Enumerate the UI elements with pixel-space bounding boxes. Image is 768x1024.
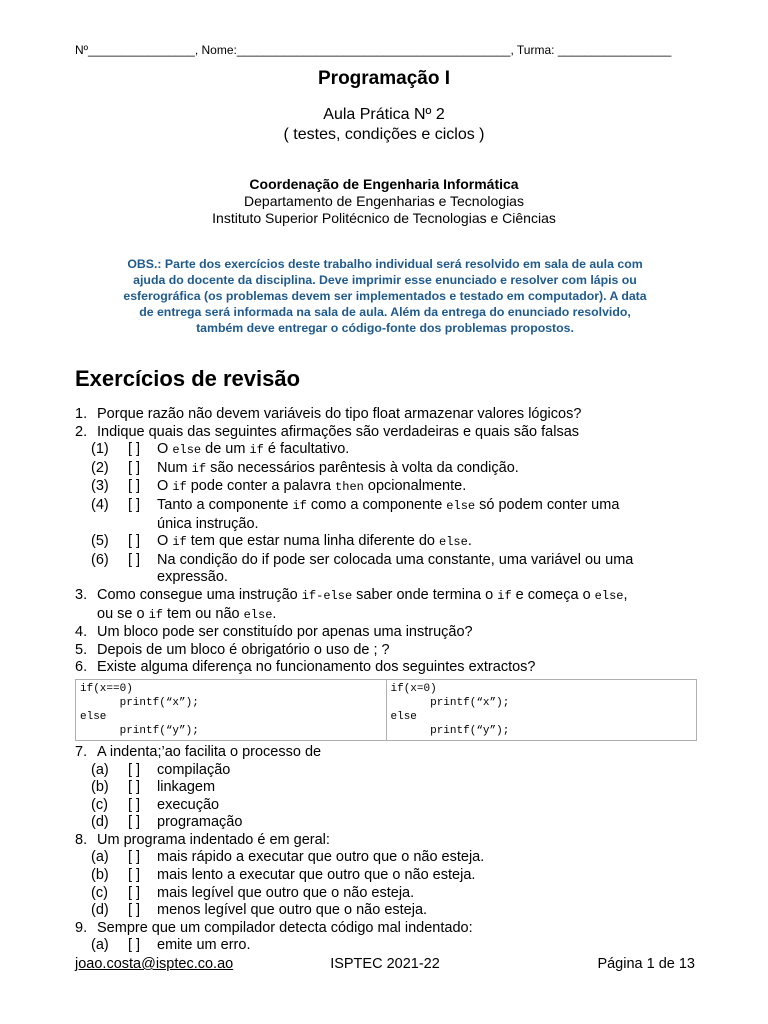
question-text: Um bloco pode ser constituído por apenas uma instrução? — [97, 624, 473, 641]
answer-box: [ ] — [128, 761, 141, 778]
item-text: Na condição do if pode ser colocada uma constante, uma variável ou uma — [157, 551, 634, 568]
item-number: (4) — [91, 496, 109, 513]
department-name: Departamento de Engenharias e Tecnologias — [244, 193, 524, 209]
item-number: (6) — [91, 551, 109, 568]
answer-box: [ ] — [128, 533, 141, 550]
code-keyword: else — [594, 588, 624, 603]
option-item — [75, 814, 697, 832]
obs-line: também deve entregar o código-fonte dos problemas propostos. — [196, 321, 574, 335]
answer-box: [ ] — [128, 796, 141, 813]
option-item — [75, 867, 697, 885]
question-number: 2. — [75, 423, 88, 440]
question-2 — [75, 424, 697, 442]
institution-block — [0, 176, 768, 227]
answer-box: [ ] — [128, 814, 141, 831]
exercise-list — [75, 406, 697, 955]
option-letter: (d) — [91, 814, 109, 831]
question-text: Existe alguma diferença no funcionamento dos seguintes extractos? — [97, 659, 536, 676]
code-keyword: if-else — [301, 588, 353, 603]
option-letter: (a) — [91, 937, 109, 954]
option-letter: (c) — [91, 884, 108, 901]
code-snippet: if(x==0) printf(“x”); else printf(“y”); — [80, 682, 199, 737]
item-text: O if pode conter a palavra then opcionalmente. — [157, 478, 467, 495]
institute-name: Instituto Superior Politécnico de Tecnologias e Ciências — [212, 210, 556, 226]
statement-item — [75, 533, 697, 552]
question-text: Sempre que um compilador detecta código mal indentado: — [97, 919, 473, 936]
question-text: A indenta;’ao facilita o processo de — [97, 743, 322, 760]
question-6 — [75, 659, 697, 677]
statement-item — [75, 478, 697, 497]
answer-box: [ ] — [128, 551, 141, 568]
option-text: mais lento a executar que outro que o não esteja. — [157, 867, 476, 884]
code-keyword: else — [439, 535, 468, 550]
code-keyword: if — [249, 443, 264, 458]
question-text: Um programa indentado é em geral: — [97, 831, 330, 848]
option-text: compilação — [157, 761, 231, 778]
code-comparison-table — [75, 679, 697, 741]
option-item — [75, 885, 697, 903]
code-keyword: if — [191, 461, 207, 476]
item-number: (1) — [91, 441, 109, 458]
code-keyword: if — [148, 607, 163, 622]
code-keyword: if — [172, 480, 187, 495]
obs-line: ajuda do docente da disciplina. Deve imprimir esse enunciado e resolver com lápis ou — [133, 273, 637, 287]
question-number: 8. — [75, 831, 88, 848]
lesson-topics: ( testes, condições e ciclos ) — [283, 126, 485, 143]
answer-box: [ ] — [128, 496, 141, 513]
item-number: (5) — [91, 533, 109, 550]
obs-line: OBS.: Parte dos exercícios deste trabalho individual será resolvido em sala de aula com — [127, 257, 643, 271]
statement-item — [75, 460, 697, 479]
question-1 — [75, 406, 697, 424]
code-keyword: if — [292, 498, 307, 513]
question-9 — [75, 920, 697, 938]
option-letter: (a) — [91, 761, 109, 778]
item-text-continued: única instrução. — [157, 515, 259, 532]
question-8 — [75, 832, 697, 850]
option-item — [75, 762, 697, 780]
answer-box: [ ] — [128, 478, 141, 495]
answer-box: [ ] — [128, 849, 141, 866]
statement-item — [75, 441, 697, 460]
code-keyword: else — [172, 443, 202, 458]
code-cell-right — [386, 679, 697, 740]
obs-line: de entrega será informada na sala de aula. Além da entrega do enunciado resolvido, — [139, 305, 631, 319]
option-letter: (a) — [91, 849, 109, 866]
answer-box: [ ] — [128, 867, 141, 884]
question-text-continued: ou se o if tem ou não else. — [97, 605, 277, 622]
option-item — [75, 937, 697, 955]
question-number: 4. — [75, 624, 88, 641]
obs-note — [75, 256, 695, 336]
option-text: linkagem — [157, 779, 216, 796]
answer-box: [ ] — [128, 937, 141, 954]
statement-item — [75, 552, 697, 587]
author-email-link[interactable]: joao.costa@isptec.co.ao — [75, 956, 234, 972]
option-text: menos legível que outro que o não esteja. — [157, 902, 428, 919]
code-keyword: if — [497, 588, 512, 603]
question-text: Porque razão não devem variáveis do tipo float armazenar valores lógicos? — [97, 406, 582, 422]
code-keyword: else — [446, 498, 476, 513]
item-number: (3) — [91, 478, 109, 495]
question-number: 6. — [75, 659, 88, 676]
option-text: mais rápido a executar que outro que o não esteja. — [157, 849, 485, 866]
question-number: 1. — [75, 406, 88, 422]
item-text: O if tem que estar numa linha diferente do else. — [157, 533, 472, 550]
code-cell-left — [76, 679, 387, 740]
section-title: Exercícios de revisão — [75, 366, 301, 391]
code-keyword: else — [243, 607, 273, 622]
answer-box: [ ] — [128, 902, 141, 919]
option-item — [75, 779, 697, 797]
option-item — [75, 849, 697, 867]
question-number: 7. — [75, 743, 88, 760]
question-number: 5. — [75, 641, 88, 658]
answer-box: [ ] — [128, 441, 141, 458]
item-text: Num if são necessários parêntesis à volta da condição. — [157, 459, 519, 476]
question-4 — [75, 624, 697, 642]
question-text: Como consegue uma instrução if-else saber onde termina o if e começa o else, — [97, 586, 628, 603]
option-letter: (b) — [91, 779, 109, 796]
question-5 — [75, 642, 697, 660]
question-number: 9. — [75, 919, 88, 936]
code-keyword: if — [172, 535, 187, 550]
answer-box: [ ] — [128, 884, 141, 901]
option-item — [75, 902, 697, 920]
item-text-continued: expressão. — [157, 569, 228, 586]
answer-box: [ ] — [128, 779, 141, 796]
coordination-name: Coordenação de Engenharia Informática — [249, 176, 519, 192]
statement-item — [75, 497, 697, 533]
option-letter: (c) — [91, 796, 108, 813]
question-text: Depois de um bloco é obrigatório o uso de ; ? — [97, 641, 390, 658]
option-letter: (b) — [91, 867, 109, 884]
question-number: 3. — [75, 586, 88, 603]
option-text: execução — [157, 796, 220, 813]
question-3 — [75, 587, 697, 624]
obs-line: esferográfica (os problemas devem ser implementados e testado em computador). A data — [123, 289, 647, 303]
item-text: Tanto a componente if como a componente else só podem conter uma — [157, 496, 620, 513]
answer-box: [ ] — [128, 459, 141, 476]
lesson-title: Aula Prática Nº 2 — [323, 106, 445, 123]
code-keyword: then — [335, 480, 364, 495]
page-number: Página 1 de 13 — [597, 956, 695, 972]
course-title: Programação I — [318, 68, 450, 89]
option-text: mais legível que outro que o não esteja. — [157, 884, 415, 901]
item-number: (2) — [91, 459, 109, 476]
question-text: Indique quais das seguintes afirmações são verdadeiras e quais são falsas — [97, 423, 580, 440]
option-item — [75, 797, 697, 815]
option-text: emite um erro. — [157, 937, 251, 954]
footer-institution-year: ISPTEC 2021-22 — [330, 956, 440, 972]
option-letter: (d) — [91, 902, 109, 919]
student-fields-line: Nº________________, Nome:_________________________________________, Turma: _________________ — [75, 43, 672, 57]
option-text: programação — [157, 814, 243, 831]
item-text: O else de um if é facultativo. — [157, 441, 350, 458]
question-7 — [75, 744, 697, 762]
code-snippet: if(x=0) printf(“x”); else printf(“y”); — [390, 682, 510, 737]
